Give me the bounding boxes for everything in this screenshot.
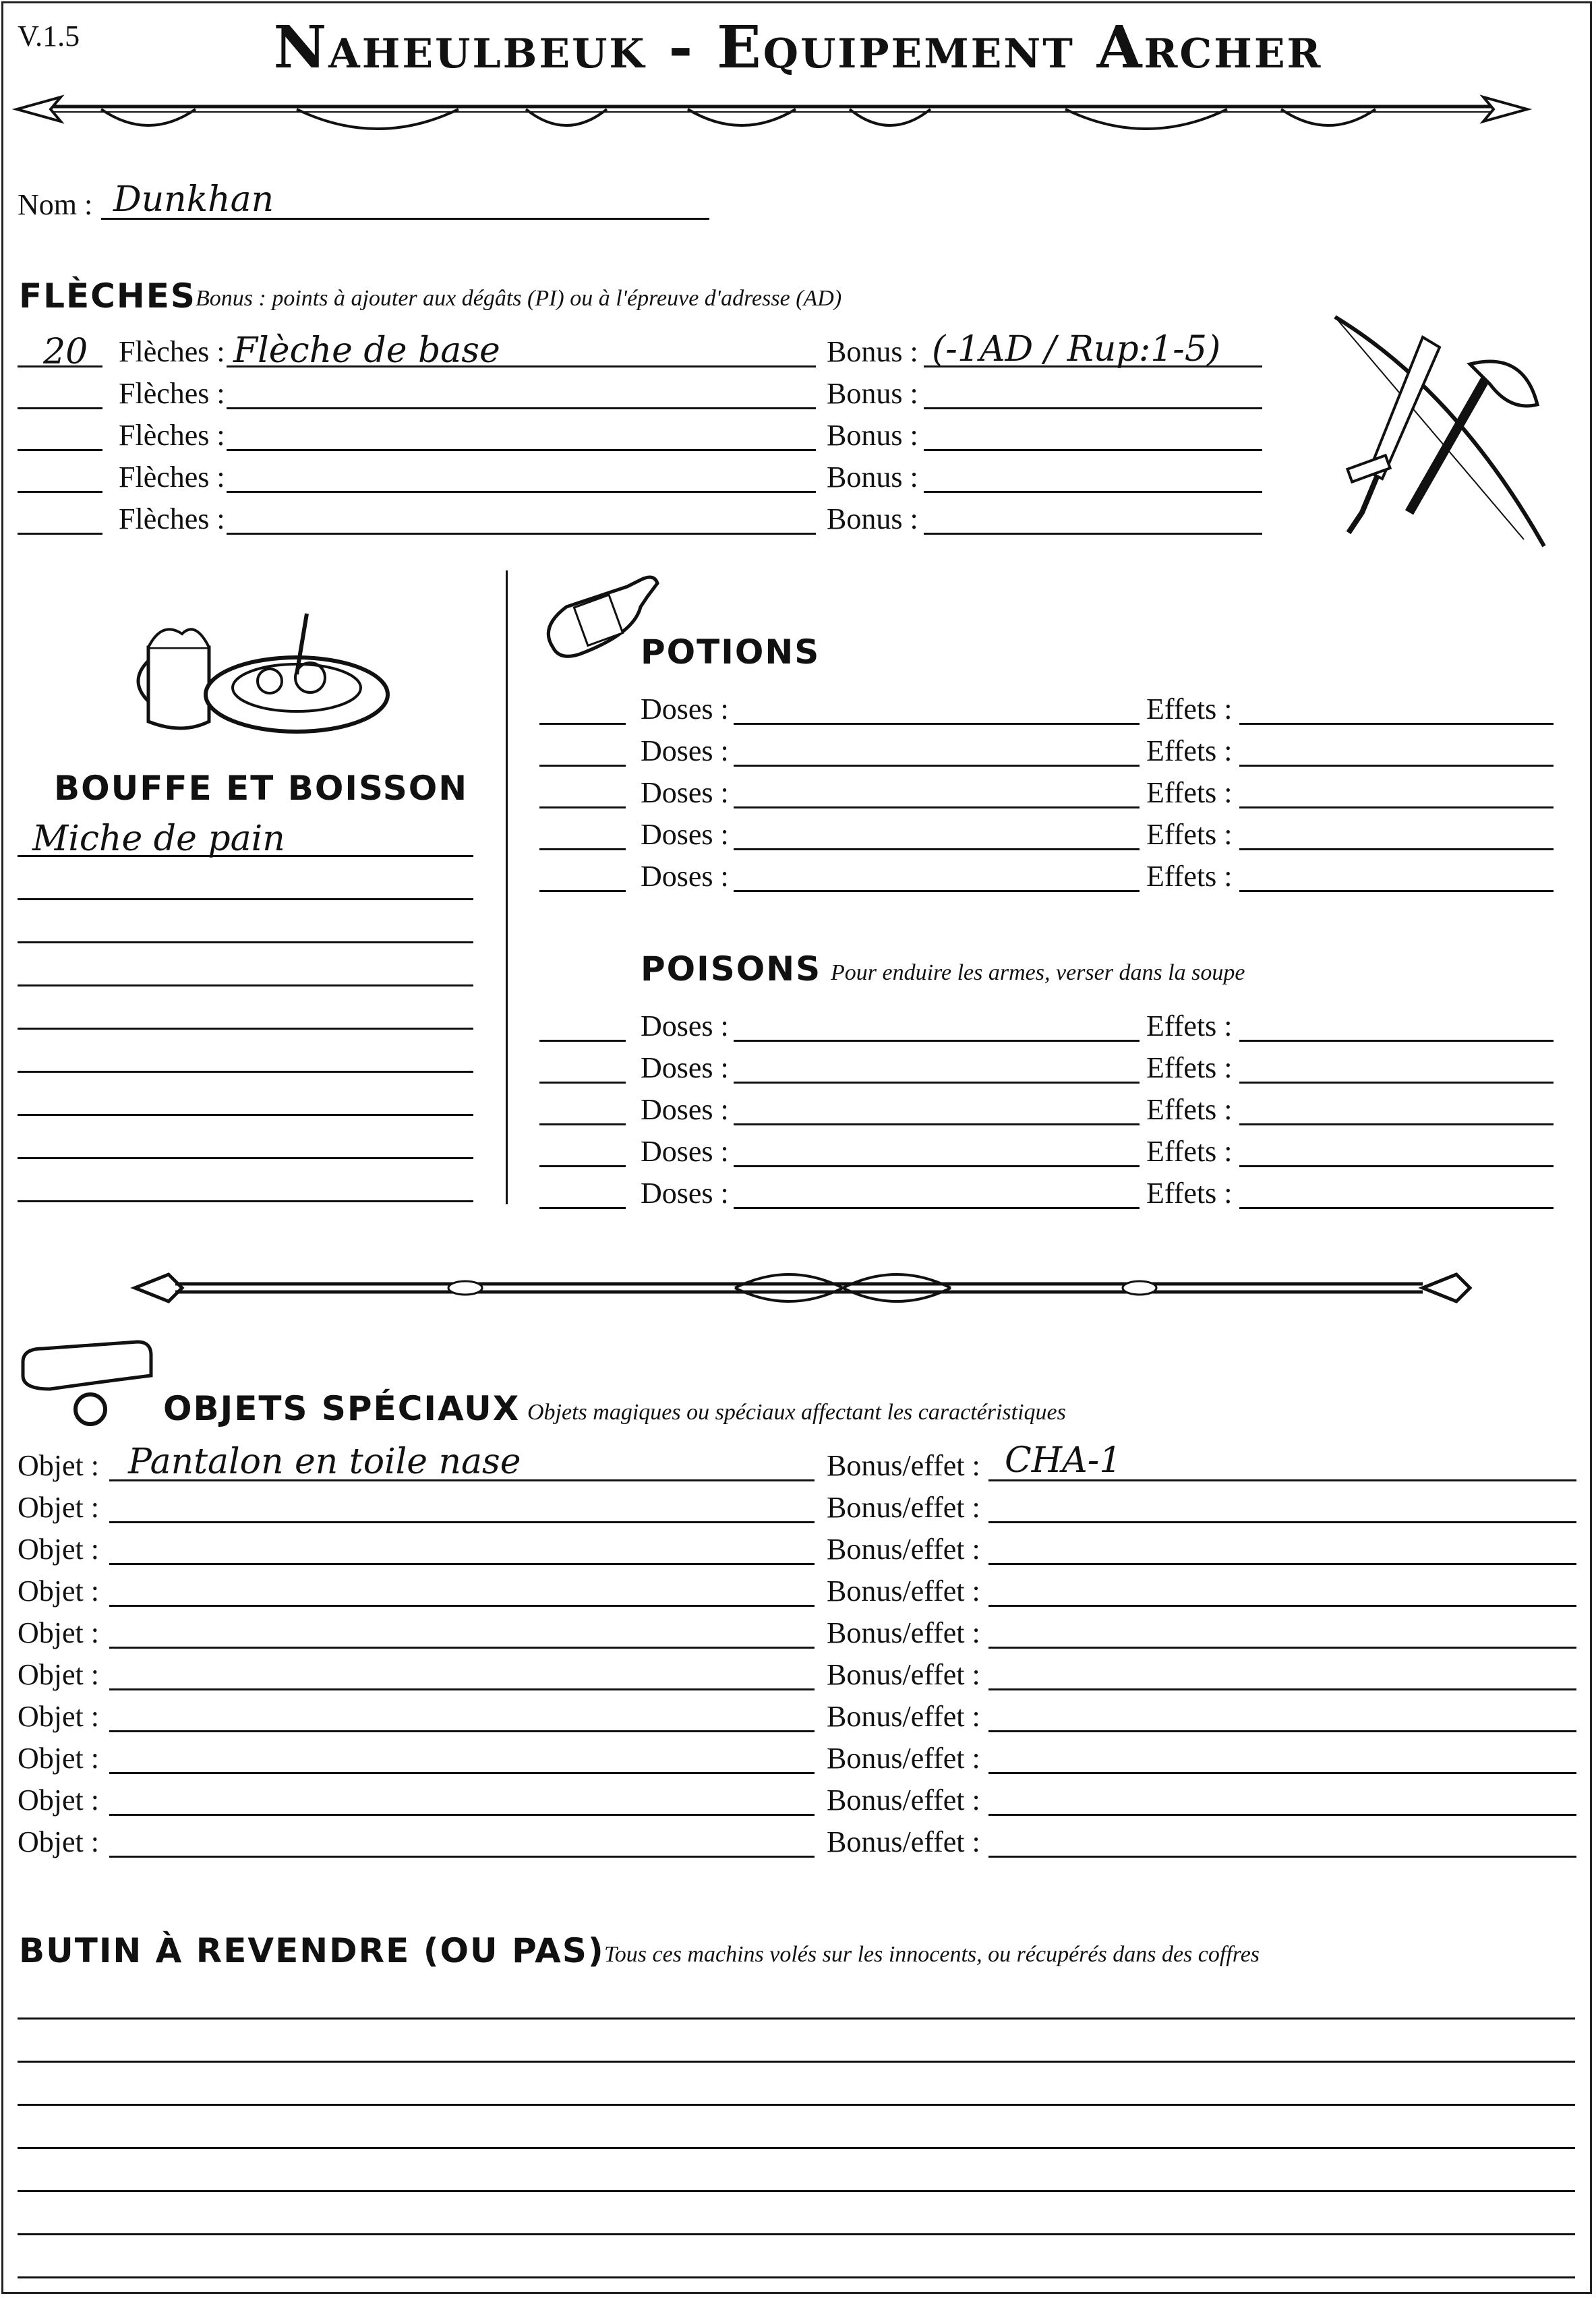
fleches-name-line[interactable] <box>227 407 816 409</box>
potions-doses-label: Doses : <box>641 818 729 851</box>
bonus-label: Bonus : <box>827 502 918 535</box>
potions-qty-line[interactable] <box>539 806 626 808</box>
bonus-line[interactable] <box>924 533 1262 535</box>
objet-bonus-label: Bonus/effet : <box>827 1449 980 1482</box>
potions-qty-line[interactable] <box>539 848 626 850</box>
butin-subtitle: Tous ces machins volés sur les innocents, ou récupérés dans des coffres <box>604 1942 1260 1967</box>
bouffe-line[interactable] <box>18 1200 473 1202</box>
poisons-effets-line[interactable] <box>1239 1165 1554 1167</box>
potions-effets-line[interactable] <box>1239 765 1554 767</box>
bouffe-line[interactable] <box>18 1114 473 1116</box>
fleches-label: Flèches : <box>119 502 225 535</box>
bonus-label: Bonus : <box>827 419 918 452</box>
bouffe-line[interactable] <box>18 1071 473 1073</box>
weapons-illustration <box>1322 310 1564 553</box>
butin-line[interactable] <box>18 2104 1575 2106</box>
potions-qty-line[interactable] <box>539 723 626 725</box>
arrow-ornament <box>13 88 1531 142</box>
objet-line[interactable] <box>109 1730 815 1732</box>
column-divider <box>506 570 508 1204</box>
bouffe-line[interactable] <box>18 855 473 857</box>
objet-label: Objet : <box>18 1533 99 1566</box>
objet-bonus-line[interactable] <box>988 1605 1576 1607</box>
objet-label: Objet : <box>18 1700 99 1733</box>
fleches-qty[interactable]: 20 <box>43 332 88 372</box>
potions-effets-line[interactable] <box>1239 890 1554 892</box>
objet-bonus-line[interactable] <box>988 1563 1576 1565</box>
fleches-name-line[interactable] <box>227 491 816 493</box>
fleches-qty-line[interactable] <box>18 449 102 451</box>
staff-ornament <box>128 1261 1477 1315</box>
poisons-subtitle: Pour enduire les armes, verser dans la soupe <box>831 960 1245 985</box>
objet-bonus-line[interactable] <box>988 1647 1576 1649</box>
bonus-label: Bonus : <box>827 335 918 368</box>
potions-effets-label: Effets : <box>1146 693 1233 726</box>
potions-effets-label: Effets : <box>1146 818 1233 851</box>
potions-doses-line[interactable] <box>734 723 1140 725</box>
potions-qty-line[interactable] <box>539 890 626 892</box>
potions-doses-line[interactable] <box>734 806 1140 808</box>
objet-label: Objet : <box>18 1574 99 1608</box>
butin-line[interactable] <box>18 2190 1575 2192</box>
potions-doses-line[interactable] <box>734 765 1140 767</box>
poisons-doses-line[interactable] <box>734 1040 1140 1042</box>
poisons-qty-line[interactable] <box>539 1165 626 1167</box>
poisons-effets-label: Effets : <box>1146 1051 1233 1084</box>
fleches-qty-line[interactable] <box>18 533 102 535</box>
objets-subtitle: Objets magiques ou spéciaux affectant les caractéristiques <box>527 1400 1066 1425</box>
bonus-line[interactable] <box>924 407 1262 409</box>
objet-label: Objet : <box>18 1825 99 1858</box>
poisons-doses-line[interactable] <box>734 1082 1140 1084</box>
objet-bonus[interactable]: CHA-1 <box>1005 1440 1122 1481</box>
butin-title: BUTIN À REVENDRE (OU PAS) <box>19 1931 605 1970</box>
objet-bonus-label: Bonus/effet : <box>827 1700 980 1733</box>
objet-bonus-line[interactable] <box>988 1772 1576 1774</box>
objet-bonus-label: Bonus/effet : <box>827 1825 980 1858</box>
potions-effets-line[interactable] <box>1239 723 1554 725</box>
potions-doses-label: Doses : <box>641 693 729 726</box>
bouffe-line[interactable] <box>18 984 473 986</box>
potions-doses-label: Doses : <box>641 860 729 893</box>
fleches-label: Flèches : <box>119 419 225 452</box>
objet-bonus-line[interactable] <box>988 1814 1576 1816</box>
objet-name[interactable]: Pantalon en toile nase <box>128 1442 521 1482</box>
objet-bonus-label: Bonus/effet : <box>827 1784 980 1817</box>
butin-line[interactable] <box>18 2061 1575 2063</box>
poisons-effets-line[interactable] <box>1239 1040 1554 1042</box>
objet-line[interactable] <box>109 1688 815 1690</box>
poisons-effets-line[interactable] <box>1239 1123 1554 1125</box>
objet-line[interactable] <box>109 1814 815 1816</box>
potions-doses-line[interactable] <box>734 890 1140 892</box>
fleches-label: Flèches : <box>119 377 225 410</box>
nom-label: Nom : <box>18 188 93 221</box>
butin-line[interactable] <box>18 2017 1575 2020</box>
objet-label: Objet : <box>18 1491 99 1524</box>
objet-bonus-line[interactable] <box>988 1730 1576 1732</box>
poisons-effets-line[interactable] <box>1239 1082 1554 1084</box>
bouffe-line[interactable] <box>18 1028 473 1030</box>
objet-label: Objet : <box>18 1616 99 1649</box>
fleches-label: Flèches : <box>119 461 225 494</box>
version-label: V.1.5 <box>18 20 80 53</box>
poisons-title: POISONS <box>641 949 822 989</box>
food-illustration <box>135 607 391 742</box>
objets-title: OBJETS SPÉCIAUX <box>163 1389 521 1428</box>
objet-line[interactable] <box>109 1605 815 1607</box>
objet-label: Objet : <box>18 1658 99 1691</box>
bouffe-item-1[interactable]: Miche de pain <box>32 819 285 859</box>
poisons-effets-line[interactable] <box>1239 1207 1554 1209</box>
poisons-doses-label: Doses : <box>641 1009 729 1042</box>
fleches-label: Flèches : <box>119 335 225 368</box>
objet-label: Objet : <box>18 1784 99 1817</box>
bonus-label: Bonus : <box>827 461 918 494</box>
potions-doses-label: Doses : <box>641 776 729 809</box>
potions-title: POTIONS <box>641 632 821 672</box>
objet-bonus-label: Bonus/effet : <box>827 1533 980 1566</box>
objet-label: Objet : <box>18 1449 99 1482</box>
objet-bonus-label: Bonus/effet : <box>827 1658 980 1691</box>
fleches-qty-line[interactable] <box>18 491 102 493</box>
objet-line[interactable] <box>109 1856 815 1858</box>
potions-qty-line[interactable] <box>539 765 626 767</box>
poisons-effets-label: Effets : <box>1146 1177 1233 1210</box>
butin-line[interactable] <box>18 2233 1575 2235</box>
bouffe-title: BOUFFE ET BOISSON <box>54 769 469 808</box>
poisons-doses-label: Doses : <box>641 1177 729 1210</box>
objet-line[interactable] <box>109 1647 815 1649</box>
objet-bonus-label: Bonus/effet : <box>827 1616 980 1649</box>
objet-line[interactable] <box>109 1563 815 1565</box>
bouffe-line[interactable] <box>18 898 473 900</box>
objet-bonus-label: Bonus/effet : <box>827 1742 980 1775</box>
fleches-qty-line[interactable] <box>18 407 102 409</box>
objet-line[interactable] <box>109 1521 815 1523</box>
objet-bonus-line[interactable] <box>988 1688 1576 1690</box>
potions-effets-line[interactable] <box>1239 848 1554 850</box>
poisons-qty-line[interactable] <box>539 1207 626 1209</box>
butin-line[interactable] <box>18 2276 1575 2278</box>
poisons-doses-label: Doses : <box>641 1093 729 1126</box>
bonus-value[interactable]: (-1AD / Rup:1-5) <box>932 329 1221 370</box>
fleches-name-line[interactable] <box>227 449 816 451</box>
potions-effets-label: Effets : <box>1146 860 1233 893</box>
objet-bonus-line[interactable] <box>988 1521 1576 1523</box>
bouffe-line[interactable] <box>18 1157 473 1159</box>
poisons-effets-label: Effets : <box>1146 1093 1233 1126</box>
poisons-doses-label: Doses : <box>641 1135 729 1168</box>
bonus-line[interactable] <box>924 449 1262 451</box>
objet-bonus-label: Bonus/effet : <box>827 1491 980 1524</box>
nom-line <box>101 218 709 220</box>
poisons-effets-label: Effets : <box>1146 1135 1233 1168</box>
potions-doses-label: Doses : <box>641 734 729 767</box>
poisons-doses-line[interactable] <box>734 1123 1140 1125</box>
poisons-qty-line[interactable] <box>539 1082 626 1084</box>
poisons-qty-line[interactable] <box>539 1123 626 1125</box>
potions-effets-label: Effets : <box>1146 734 1233 767</box>
bonus-line[interactable] <box>924 491 1262 493</box>
objet-bonus-label: Bonus/effet : <box>827 1574 980 1608</box>
fleches-name[interactable]: Flèche de base <box>233 330 500 371</box>
fleches-title: FLÈCHES <box>19 276 196 316</box>
objet-label: Objet : <box>18 1742 99 1775</box>
poisons-doses-line[interactable] <box>734 1165 1140 1167</box>
nom-value[interactable]: Dunkhan <box>113 179 274 220</box>
objet-bonus-line[interactable] <box>988 1856 1576 1858</box>
fleches-name-line[interactable] <box>227 533 816 535</box>
bonus-label: Bonus : <box>827 377 918 410</box>
potions-effets-line[interactable] <box>1239 806 1554 808</box>
butin-line[interactable] <box>18 2147 1575 2149</box>
objet-line[interactable] <box>109 1772 815 1774</box>
poisons-doses-label: Doses : <box>641 1051 729 1084</box>
poisons-doses-line[interactable] <box>734 1207 1140 1209</box>
poisons-qty-line[interactable] <box>539 1040 626 1042</box>
bouffe-line[interactable] <box>18 941 473 943</box>
page-title: Naheulbeuk - Equipement Archer <box>273 13 1323 82</box>
potions-effets-label: Effets : <box>1146 776 1233 809</box>
poisons-effets-label: Effets : <box>1146 1009 1233 1042</box>
potions-doses-line[interactable] <box>734 848 1140 850</box>
scroll-ring-icon <box>16 1335 165 1430</box>
fleches-subtitle: Bonus : points à ajouter aux dégâts (PI) ou à l'épreuve d'adresse (AD) <box>196 286 842 311</box>
